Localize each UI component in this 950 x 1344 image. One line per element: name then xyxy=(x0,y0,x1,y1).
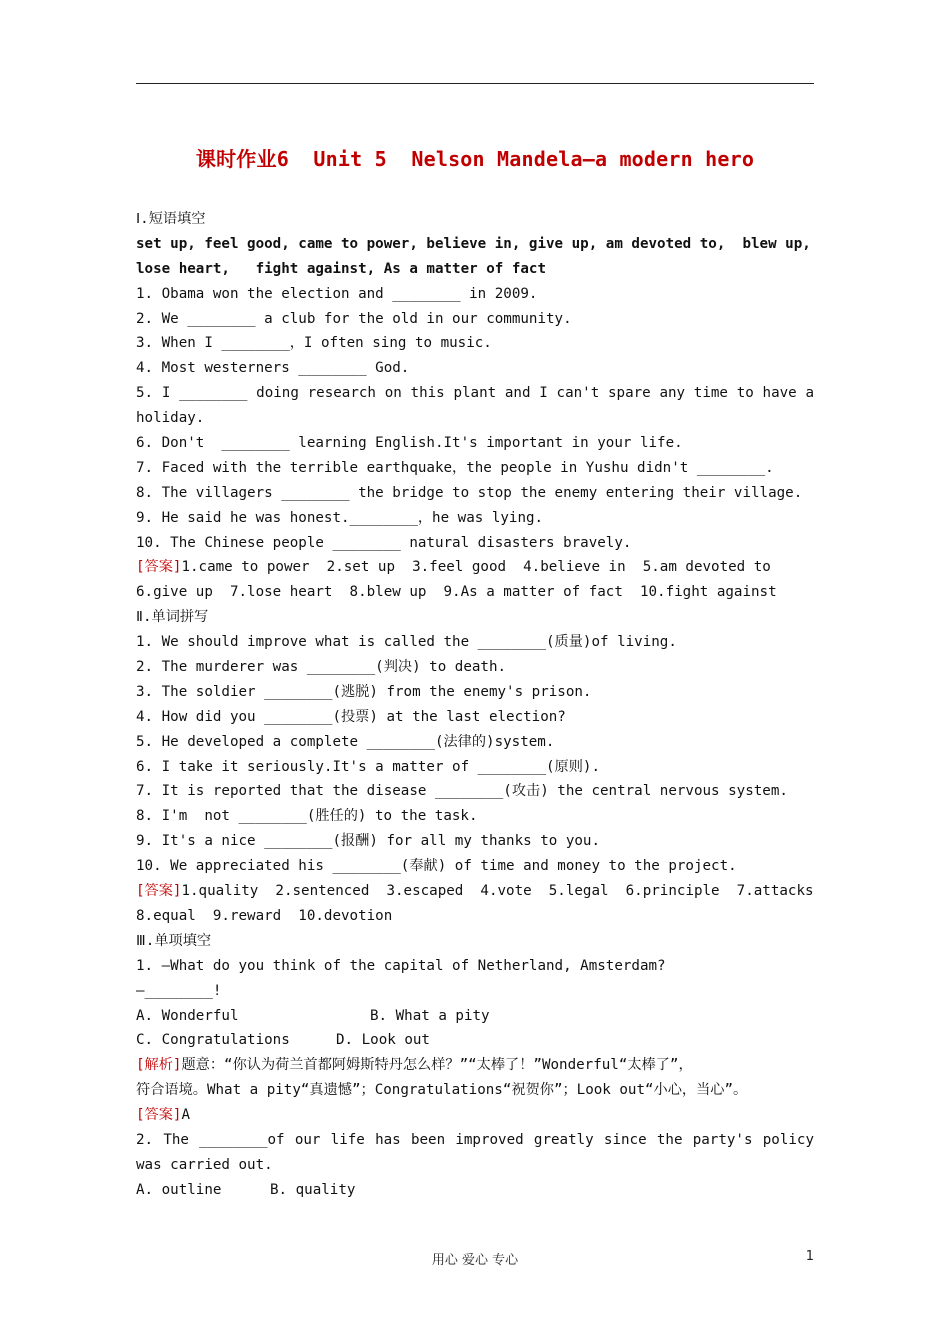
s2-question-7: 7. It is reported that the disease ________(攻击) the central nervous system. xyxy=(136,783,788,800)
s2-answer-line1 xyxy=(136,879,814,904)
option-b: B. quality xyxy=(270,1181,356,1198)
s3-answer-line xyxy=(136,1103,814,1128)
section2-heading: Ⅱ.单词拼写 xyxy=(136,609,209,626)
phrase-bank-line1: set up, feel good, came to power, believe in, give up, am devoted to, blew up, xyxy=(136,235,811,252)
s2-question-6: 6. I take it seriously.It's a matter of ________(原则). xyxy=(136,758,600,775)
s1-question-9: 9. He said he was honest.________，he was lying. xyxy=(136,509,544,526)
s1-question-5-cont: holiday. xyxy=(136,410,205,427)
s1-answers-a: 1.came to power 2.set up 3.feel good 4.believe in 5.am devoted to xyxy=(181,559,771,576)
s3-analysis-line1 xyxy=(136,1053,814,1078)
s3-question-2: 2. The ________of our life has been improved greatly since the party's policy xyxy=(136,1131,814,1148)
document-body xyxy=(136,207,814,1203)
s1-question-8: 8. The villagers ________ the bridge to stop the enemy entering their village. xyxy=(136,484,803,501)
section3-heading: Ⅲ.单项填空 xyxy=(136,932,212,949)
s1-question-2: 2. We ________ a club for the old in our community. xyxy=(136,310,572,327)
s1-answer-line1 xyxy=(136,555,814,580)
s3-q1-options-cd xyxy=(136,1028,814,1053)
s3-question-1-blank: —________! xyxy=(136,982,222,999)
page-number: 1 xyxy=(805,1249,814,1264)
s2-question-5: 5. He developed a complete ________(法律的)system. xyxy=(136,733,555,750)
s3-q2-options xyxy=(136,1178,814,1203)
option-d: D. Look out xyxy=(336,1032,430,1049)
s2-question-1: 1. We should improve what is called the ________(质量)of living. xyxy=(136,634,677,651)
s2-question-10: 10. We appreciated his ________(奉献) of time and money to the project. xyxy=(136,858,737,875)
s2-question-4: 4. How did you ________(投票) at the last election? xyxy=(136,708,566,725)
answer-tag: [答案] xyxy=(136,1107,182,1124)
section1-heading: Ⅰ.短语填空 xyxy=(136,211,206,227)
s1-question-4: 4. Most westerners ________ God. xyxy=(136,360,410,377)
s3-q1-options-ab xyxy=(136,1004,814,1029)
header-rule xyxy=(136,83,814,84)
s1-question-5: 5. I ________ doing research on this plant and I can't spare any time to have a xyxy=(136,385,814,402)
s1-question-1: 1. Obama won the election and ________ in 2009. xyxy=(136,285,538,302)
s1-question-3: 3. When I ________，I often sing to music. xyxy=(136,335,492,352)
phrase-bank-line2: lose heart, fight against, As a matter of fact xyxy=(136,260,546,277)
s3-question-2-cont: was carried out. xyxy=(136,1156,273,1173)
option-a: A. outline xyxy=(136,1181,222,1198)
answer-tag: [答案] xyxy=(136,559,182,576)
answer-tag: [答案] xyxy=(136,883,182,900)
s1-question-6: 6. Don't ________ learning English.It's important in your life. xyxy=(136,435,683,452)
analysis-text-a: 题意：“你认为荷兰首都阿姆斯特丹怎么样？”“太棒了！”Wonderful“太棒了”， xyxy=(181,1057,693,1074)
option-a: A. Wonderful xyxy=(136,1007,239,1024)
s2-question-3: 3. The soldier ________(逃脱) from the enemy's prison. xyxy=(136,683,592,700)
s2-answer-line2: 8.equal 9.reward 10.devotion xyxy=(136,907,393,924)
option-c: C. Congratulations xyxy=(136,1032,290,1049)
footer-text: 用心 爱心 专心 xyxy=(431,1253,519,1268)
s3-question-1-stem: 1. —What do you think of the capital of Netherland, Amsterdam? xyxy=(136,957,666,974)
s3-answer: A xyxy=(181,1107,191,1124)
page-title: 课时作业6 Unit 5 Nelson Mandela—a modern hero xyxy=(195,147,755,171)
s1-question-7: 7. Faced with the terrible earthquake，the people in Yushu didn't ________. xyxy=(136,459,774,476)
option-b: B. What a pity xyxy=(370,1007,490,1024)
s2-question-8: 8. I'm not ________(胜任的) to the task. xyxy=(136,808,478,825)
s2-question-2: 2. The murderer was ________(判决) to death. xyxy=(136,659,507,676)
analysis-tag: [解析] xyxy=(136,1057,182,1074)
s3-analysis-line2: 符合语境。What a pity“真遗憾”；Congratulations“祝贺你”；Look out“小心，当心”。 xyxy=(136,1082,748,1099)
s2-answers-a: 1.quality 2.sentenced 3.escaped 4.vote 5.legal 6.principle 7.attacks xyxy=(181,883,814,900)
s1-question-10: 10. The Chinese people ________ natural disasters bravely. xyxy=(136,534,632,551)
s2-question-9: 9. It's a nice ________(报酬) for all my thanks to you. xyxy=(136,833,600,850)
s1-answer-line2: 6.give up 7.lose heart 8.blew up 9.As a matter of fact 10.fight against xyxy=(136,584,777,601)
